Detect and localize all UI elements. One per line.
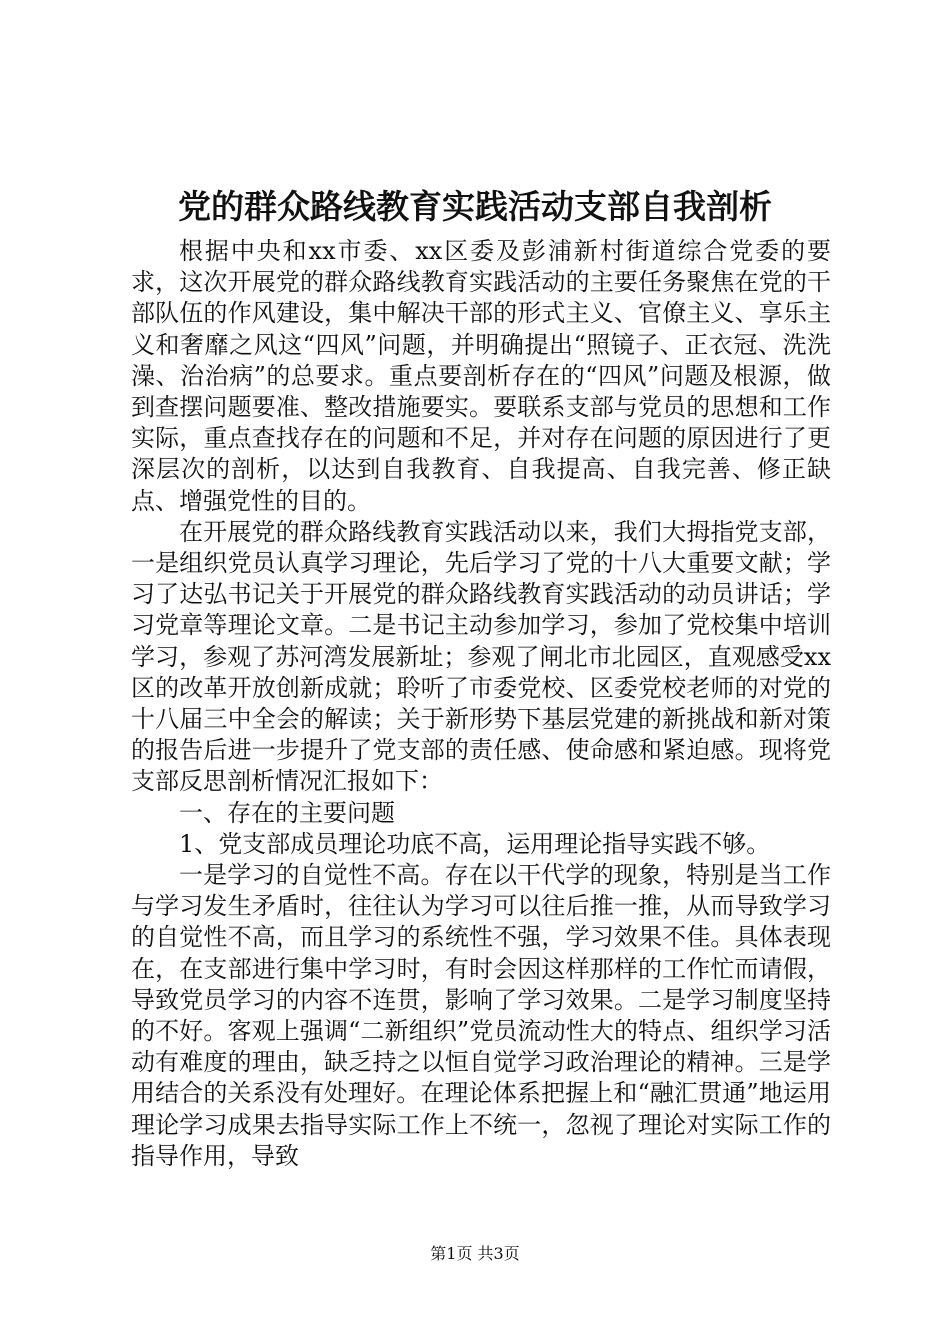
document-title: 党的群众路线教育实践活动支部自我剖析 [178,187,772,226]
subsection-heading-theory: 1、党支部成员理论功底不高，运用理论指导实践不够。 [179,829,771,858]
paragraph-activities: 在开展党的群众路线教育实践活动以来，我们大拇指党支部，一是组织党员认真学习理论，先后学习了党的十八大重要文献；学习了达弘书记关于开展党的群众路线教育实践活动的动员讲话；学习党章等理论文章。二是书记主动参加学习，参加了党校集中培训学习，参观了苏河湾发展新址；参观了闸北市北园区，直观感受xx区的改革开放创新成就；聆听了市委党校、区委党校老师的对党的十八届三中全会的解读；关于新形势下基层党建的新挑战和新对策的报告后进一步提升了党支部的责任感、使命感和紧迫感。现将党支部反思剖析情况汇报如下： [131,517,831,796]
paragraph-study-issues: 一是学习的自觉性不高。存在以干代学的现象，特别是当工作与学习发生矛盾时，往往认为学习可以往后推一推，从而导致学习的自觉性不高，而且学习的系统性不强，学习效果不佳。具体表现在，在支部进行集中学习时，有时会因这样那样的工作忙而请假，导致党员学习的内容不连贯，影响了学习效果。二是学习制度坚持的不好。客观上强调“二新组织”党员流动性大的特点、组织学习活动有难度的理由，缺乏持之以恒自觉学习政治理论的精神。三是学用结合的关系没有处理好。在理论体系把握上和“融汇贯通”地运用理论学习成果去指导实际工作上不统一，忽视了理论对实际工作的指导作用，导致 [131,861,831,1170]
page-footer: 第1页 共3页 [430,1244,520,1263]
paragraph-intro: 根据中央和xx市委、xx区委及彭浦新村街道综合党委的要求，这次开展党的群众路线教育实践活动的主要任务聚焦在党的干部队伍的作风建设，集中解决干部的形式主义、官僚主义、享乐主义和奢靡之风这“四风”问题，并明确提出“照镜子、正衣冠、洗洗澡、治治病”的总要求。重点要剖析存在的“四风”问题及根源，做到查摆问题要准、整改措施要实。要联系支部与党员的思想和工作实际，重点查找存在的问题和不足，并对存在问题的原因进行了更深层次的剖析，以达到自我教育、自我提高、自我完善、修正缺点、增强党性的目的。 [131,237,831,515]
section-heading-main-problems: 一、存在的主要问题 [179,798,395,827]
document-body [131,236,831,1172]
